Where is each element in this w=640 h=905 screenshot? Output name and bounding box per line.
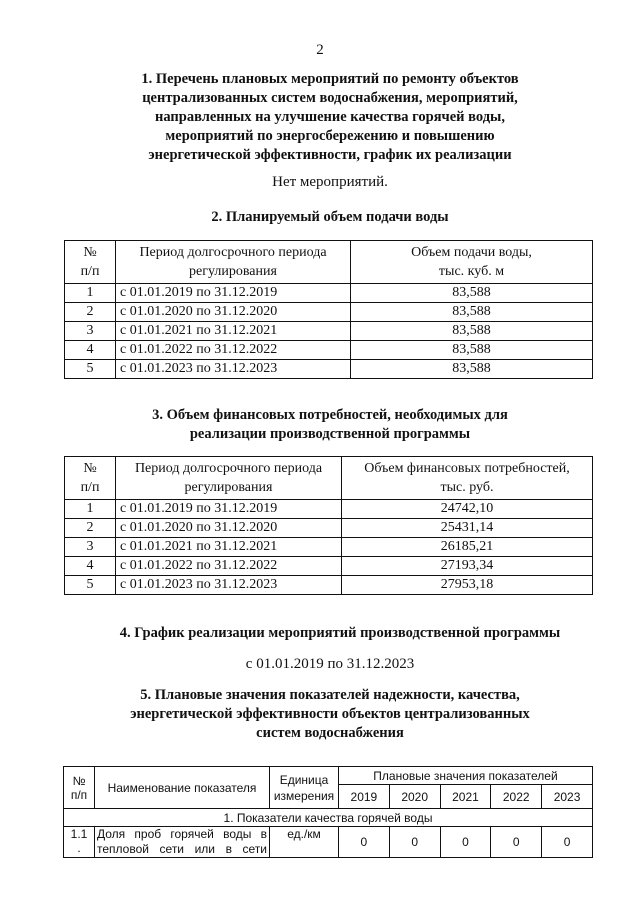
- row-period: с 01.01.2022 по 31.12.2022: [116, 557, 342, 576]
- section4-period: с 01.01.2019 по 31.12.2023: [245, 656, 415, 672]
- row-period: с 01.01.2019 по 31.12.2019: [116, 284, 351, 303]
- row-period: с 01.01.2022 по 31.12.2022: [116, 341, 351, 360]
- row-value: 0: [491, 827, 542, 858]
- header-text: Период долгосрочного периода: [134, 461, 323, 476]
- section1-title-line: энергетической эффективности, график их реализации: [148, 147, 512, 163]
- page-number: 2: [316, 42, 324, 58]
- table-row: [65, 341, 593, 360]
- header-text: №: [72, 773, 86, 788]
- section2-title: 2. Планируемый объем подачи воды: [211, 209, 449, 225]
- header-value: [342, 457, 593, 500]
- row-num: 5: [65, 360, 116, 379]
- section3-title-line: реализации производственной программы: [189, 426, 471, 442]
- header-text: №: [83, 461, 97, 476]
- supply-volume-table: [64, 240, 593, 379]
- table-row: [65, 500, 593, 519]
- row-num: 2: [65, 303, 116, 322]
- row-value: 25431,14: [342, 519, 593, 538]
- row-name-text: тепловой сети или в сети: [97, 842, 267, 856]
- header-num: [65, 457, 116, 500]
- header-year: 2023: [542, 785, 593, 809]
- section5-title-line: систем водоснабжения: [256, 725, 404, 741]
- row-num: 4: [65, 557, 116, 576]
- table-row: [65, 303, 593, 322]
- header-value: [351, 241, 593, 284]
- header-name: Наименование показателя: [95, 767, 270, 809]
- header-year: 2019: [339, 785, 390, 809]
- header-year: 2021: [440, 785, 491, 809]
- row-period: с 01.01.2020 по 31.12.2020: [116, 519, 342, 538]
- row-num: 5: [65, 576, 116, 595]
- header-text: Объем подачи воды,: [411, 245, 532, 260]
- header-period: [116, 457, 342, 500]
- row-value: 27193,34: [342, 557, 593, 576]
- row-value: 0: [542, 827, 593, 858]
- header-text: тыс. руб.: [440, 480, 494, 495]
- row-num: 1: [65, 284, 116, 303]
- table-row: [65, 360, 593, 379]
- section5-title-line: энергетической эффективности объектов централизованных: [130, 706, 530, 722]
- table-row: [65, 284, 593, 303]
- row-num: 3: [65, 322, 116, 341]
- section4-title: 4. График реализации мероприятий производственной программы: [119, 625, 561, 641]
- row-name-text: Доля проб горячей воды в: [97, 827, 267, 841]
- row-num: 3: [65, 538, 116, 557]
- financial-needs-table: [64, 456, 593, 595]
- header-unit: [270, 767, 339, 809]
- header-text: п/п: [70, 787, 88, 802]
- row-name: [95, 827, 270, 858]
- section5-title: [80, 686, 580, 743]
- table-row: [65, 519, 593, 538]
- section1-title-line: централизованных систем водоснабжения, мероприятий,: [142, 90, 518, 106]
- row-period: с 01.01.2023 по 31.12.2023: [116, 360, 351, 379]
- row-value: 0: [339, 827, 390, 858]
- row-num: 1: [65, 500, 116, 519]
- group-header: 1. Показатели качества горячей воды: [64, 809, 593, 827]
- row-period: с 01.01.2021 по 31.12.2021: [116, 322, 351, 341]
- header-text: измерения: [273, 788, 335, 803]
- header-period: [116, 241, 351, 284]
- table-row: [65, 538, 593, 557]
- row-period: с 01.01.2021 по 31.12.2021: [116, 538, 342, 557]
- row-value: 83,588: [351, 360, 593, 379]
- row-unit: ед./км: [270, 827, 339, 858]
- row-value: 83,588: [351, 322, 593, 341]
- header-text: Единица: [279, 772, 329, 787]
- row-value: 27953,18: [342, 576, 593, 595]
- header-text: регулирования: [189, 264, 277, 279]
- row-num: 2: [65, 519, 116, 538]
- row-period: с 01.01.2023 по 31.12.2023: [116, 576, 342, 595]
- section1-title: [80, 70, 580, 165]
- row-value: 0: [389, 827, 440, 858]
- indicators-table: [63, 766, 593, 858]
- row-num: 4: [65, 341, 116, 360]
- table-row: [65, 322, 593, 341]
- row-period: с 01.01.2020 по 31.12.2020: [116, 303, 351, 322]
- table-row: [64, 827, 593, 858]
- table-row: [65, 576, 593, 595]
- header-num: [65, 241, 116, 284]
- row-value: 24742,10: [342, 500, 593, 519]
- section1-title-line: направленных на улучшение качества горячей воды,: [154, 109, 505, 125]
- section1-title-line: 1. Перечень плановых мероприятий по ремонту объектов: [141, 71, 519, 87]
- section1-title-line: мероприятий по энергосбережению и повышению: [165, 128, 495, 144]
- header-text: №: [83, 245, 97, 260]
- header-year: 2020: [389, 785, 440, 809]
- header-num: [64, 767, 95, 809]
- header-text: п/п: [80, 264, 100, 279]
- header-text: регулирования: [184, 480, 273, 495]
- row-period: с 01.01.2019 по 31.12.2019: [116, 500, 342, 519]
- row-value: 83,588: [351, 341, 593, 360]
- section1-note: Нет мероприятий.: [272, 174, 388, 190]
- row-value: 0: [440, 827, 491, 858]
- header-text: тыс. куб. м: [438, 264, 505, 279]
- header-text: Объем финансовых потребностей,: [364, 461, 570, 476]
- row-value: 83,588: [351, 284, 593, 303]
- header-planned: Плановые значения показателей: [339, 767, 593, 785]
- header-text: Период долгосрочного периода: [139, 245, 327, 260]
- section5-title-line: 5. Плановые значения показателей надежности, качества,: [140, 687, 520, 703]
- row-value: 26185,21: [342, 538, 593, 557]
- row-num: [64, 827, 95, 858]
- header-year: 2022: [491, 785, 542, 809]
- section3-title-line: 3. Объем финансовых потребностей, необходимых для: [152, 407, 508, 423]
- row-value: 83,588: [351, 303, 593, 322]
- row-num-text: 1.1: [70, 827, 88, 841]
- row-num-text: .: [77, 841, 81, 855]
- table-row: [65, 557, 593, 576]
- header-text: п/п: [80, 480, 100, 495]
- section3-title: [80, 406, 580, 444]
